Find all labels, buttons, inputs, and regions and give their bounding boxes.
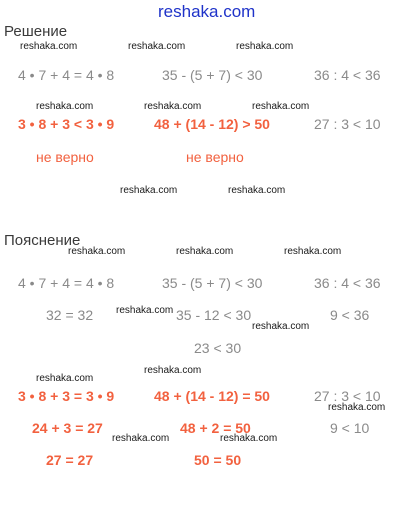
watermark: reshaka.com xyxy=(128,41,186,52)
verdict-label: не верно xyxy=(36,149,94,165)
expression: 35 - 12 < 30 xyxy=(176,307,252,323)
expression-highlighted: 24 + 3 = 27 xyxy=(32,420,103,436)
watermark: reshaka.com xyxy=(36,101,94,112)
expression-highlighted: 48 + (14 - 12) > 50 xyxy=(154,116,270,132)
watermark: reshaka.com xyxy=(144,101,202,112)
watermark: reshaka.com xyxy=(112,433,170,444)
watermark: reshaka.com xyxy=(284,246,342,257)
watermark: reshaka.com xyxy=(252,321,310,332)
expression: 23 < 30 xyxy=(194,340,242,356)
expression: 36 : 4 < 36 xyxy=(314,275,381,291)
watermark: reshaka.com xyxy=(144,365,202,376)
watermark: reshaka.com xyxy=(228,185,286,196)
expression-highlighted: 27 = 27 xyxy=(46,452,94,468)
expression: 35 - (5 + 7) < 30 xyxy=(162,67,263,83)
expression: 4 • 7 + 4 = 4 • 8 xyxy=(18,275,115,291)
expression: 35 - (5 + 7) < 30 xyxy=(162,275,263,291)
expression: 9 < 10 xyxy=(330,420,370,436)
watermark: reshaka.com xyxy=(220,433,278,444)
expression-highlighted: 50 = 50 xyxy=(194,452,242,468)
expression: 27 : 3 < 10 xyxy=(314,388,381,404)
section-title-explanation: Пояснение xyxy=(4,232,81,249)
watermark: reshaka.com xyxy=(176,246,234,257)
watermark: reshaka.com xyxy=(36,373,94,384)
watermark: reshaka.com xyxy=(328,402,386,413)
expression: 36 : 4 < 36 xyxy=(314,67,381,83)
expression-highlighted: 48 + 2 = 50 xyxy=(180,420,251,436)
expression-highlighted: 3 • 8 + 3 < 3 • 9 xyxy=(18,116,115,132)
expression-highlighted: 48 + (14 - 12) = 50 xyxy=(154,388,270,404)
watermark: reshaka.com xyxy=(252,101,310,112)
watermark: reshaka.com xyxy=(116,305,174,316)
expression: 32 = 32 xyxy=(46,307,94,323)
watermark: reshaka.com xyxy=(68,246,126,257)
section-title-solution: Решение xyxy=(4,23,68,40)
watermark: reshaka.com xyxy=(120,185,178,196)
expression: 9 < 36 xyxy=(330,307,370,323)
verdict-label: не верно xyxy=(186,149,244,165)
site-name: reshaka.com xyxy=(158,2,256,21)
watermark: reshaka.com xyxy=(20,41,78,52)
expression-highlighted: 3 • 8 + 3 = 3 • 9 xyxy=(18,388,115,404)
expression: 27 : 3 < 10 xyxy=(314,116,381,132)
expression: 4 • 7 + 4 = 4 • 8 xyxy=(18,67,115,83)
watermark: reshaka.com xyxy=(236,41,294,52)
